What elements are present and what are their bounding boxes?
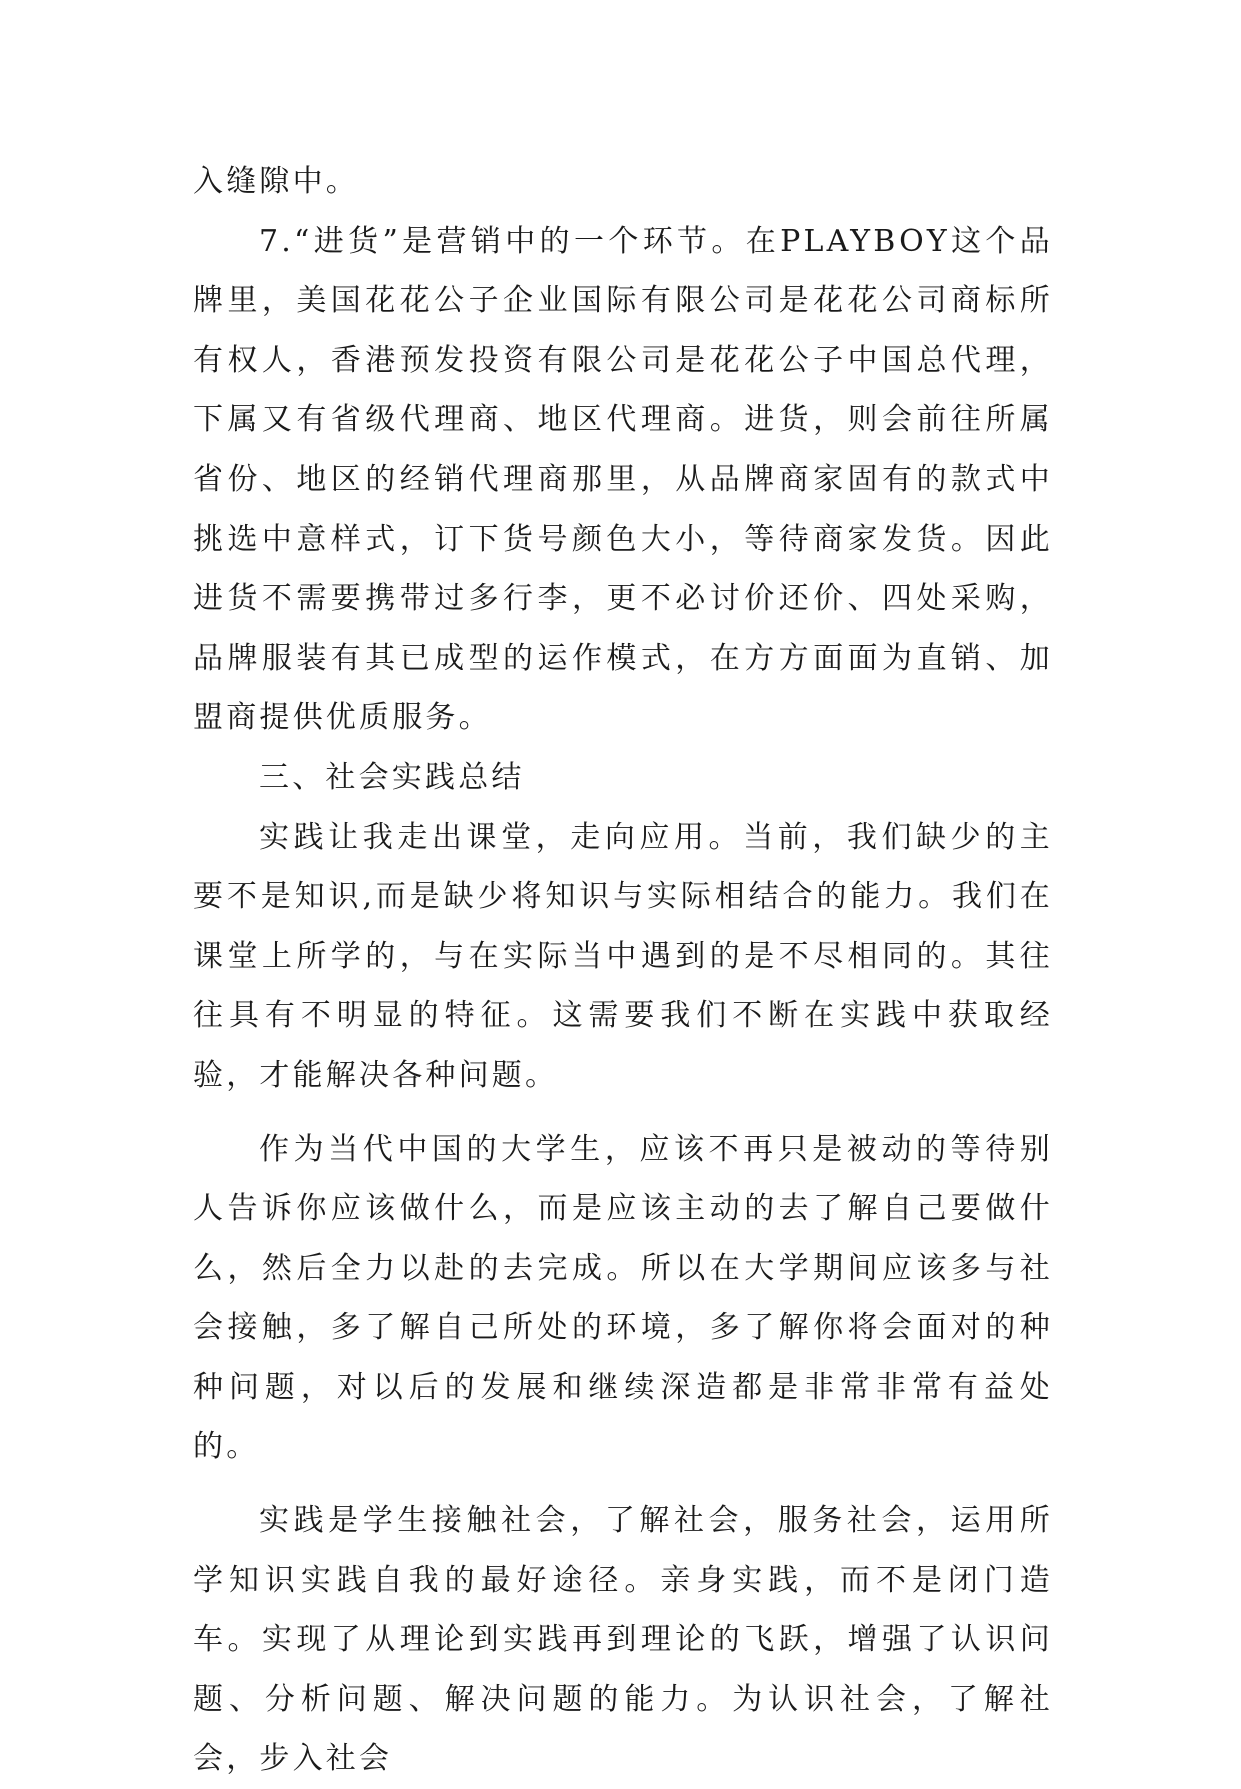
document-body xyxy=(193,152,1053,1789)
paragraph-practice-best-way: 实践是学生接触社会，了解社会，服务社会，运用所学知识实践自我的最好途径。亲身实践，而不是闭门造车。实现了从理论到实践再到理论的飞跃，增强了认识问题、分析问题、解决问题的能力。为认识社会，了解社会，步入社会 xyxy=(193,1503,1053,1777)
section-heading: 三、社会实践总结 xyxy=(259,759,525,795)
paragraph-college-student: 作为当代中国的大学生，应该不再只是被动的等待别人告诉你应该做什么，而是应该主动的去了解自己要做什么，然后全力以赴的去完成。所以在大学期间应该多与社会接触，多了解自己所处的环境，多了解你将会面对的种种问题，对以后的发展和继续深造都是非常非常有益处的。 xyxy=(193,1131,1053,1465)
paragraph-item-7: 7.“进货”是营销中的一个环节。在PLAYBOY这个品牌里，美国花花公子企业国际有限公司是花花公司商标所有权人，香港预发投资有限公司是花花公子中国总代理，下属又有省级代理商、地区代理商。进货，则会前往所属省份、地区的经销代理商那里，从品牌商家固有的款式中挑选中意样式，订下货号颜色大小，等待商家发货。因此进货不需要携带过多行李，更不必讨价还价、四处采购，品牌服装有其已成型的运作模式，在方方面面为直销、加盟商提供优质服务。 xyxy=(193,223,1053,736)
paragraph-practice-application: 实践让我走出课堂，走向应用。当前，我们缺少的主要不是知识,而是缺少将知识与实际相结合的能力。我们在课堂上所学的，与在实际当中遇到的是不尽相同的。其往往具有不明显的特征。这需要我们不断在实践中获取经验，才能解决各种问题。 xyxy=(193,819,1053,1093)
paragraph-continuation: 入缝隙中。 xyxy=(193,164,359,199)
